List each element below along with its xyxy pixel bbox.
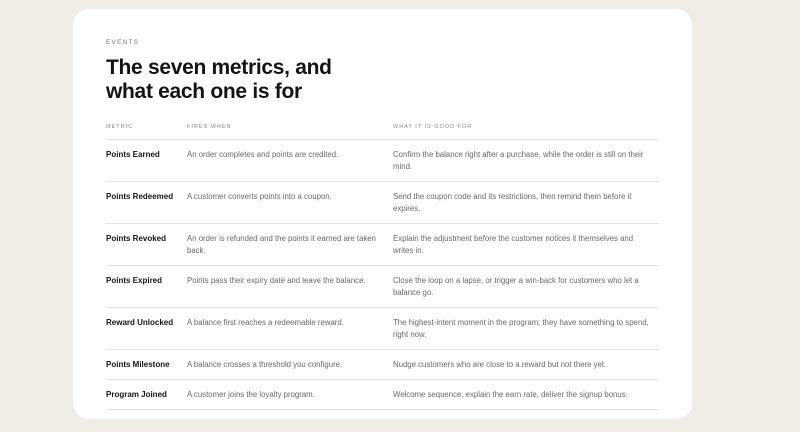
fires-when-cell: A balance first reaches a redeemable reward.: [187, 308, 393, 350]
table-row: [106, 182, 659, 224]
metric-name: Points Earned: [106, 140, 187, 182]
table-row: [106, 350, 659, 380]
header-row: [106, 124, 659, 140]
fires-when-cell: A balance crosses a threshold you configure.: [187, 350, 393, 380]
fires-when-cell: Points pass their expiry date and leave the balance.: [187, 266, 393, 308]
table-row: [106, 308, 659, 350]
good-for-cell: The highest-intent moment in the program: they have something to spend, right now.: [393, 308, 659, 350]
metric-name: Points Expired: [106, 266, 187, 308]
metric-name: Points Revoked: [106, 224, 187, 266]
table-body: [106, 140, 659, 410]
good-for-cell: Nudge customers who are close to a reward but not there yet.: [393, 350, 659, 380]
fires-when-cell: An order completes and points are credited.: [187, 140, 393, 182]
metric-name: Program Joined: [106, 380, 187, 410]
table-row: [106, 380, 659, 410]
metric-name: Points Redeemed: [106, 182, 187, 224]
good-for-cell: Close the loop on a lapse, or trigger a win-back for customers who let a balance go.: [393, 266, 659, 308]
fires-when-cell: A customer joins the loyalty program.: [187, 380, 393, 410]
fires-when-cell: A customer converts points into a coupon.: [187, 182, 393, 224]
column-header-metric: METRIC: [106, 124, 187, 140]
metric-name: Reward Unlocked: [106, 308, 187, 350]
good-for-cell: Send the coupon code and its restrictions, then remind them before it expires.: [393, 182, 659, 224]
good-for-cell: Welcome sequence, explain the earn rate, deliver the signup bonus.: [393, 380, 659, 410]
metric-name: Points Milestone: [106, 350, 187, 380]
fires-when-cell: An order is refunded and the points it earned are taken back.: [187, 224, 393, 266]
table-header: [106, 124, 659, 140]
good-for-cell: Confirm the balance right after a purchase, while the order is still on their mind.: [393, 140, 659, 182]
metrics-table: [106, 124, 659, 410]
good-for-cell: Explain the adjustment before the customer notices it themselves and writes in.: [393, 224, 659, 266]
table-row: [106, 140, 659, 182]
column-header-fires-when: FIRES WHEN: [187, 124, 393, 140]
column-header-good-for: WHAT IT IS GOOD FOR: [393, 124, 659, 140]
table-row: [106, 266, 659, 308]
page-title: The seven metrics, and what each one is for: [106, 56, 332, 103]
content-card: [73, 9, 692, 419]
section-eyebrow: EVENTS: [106, 39, 140, 46]
table-row: [106, 224, 659, 266]
